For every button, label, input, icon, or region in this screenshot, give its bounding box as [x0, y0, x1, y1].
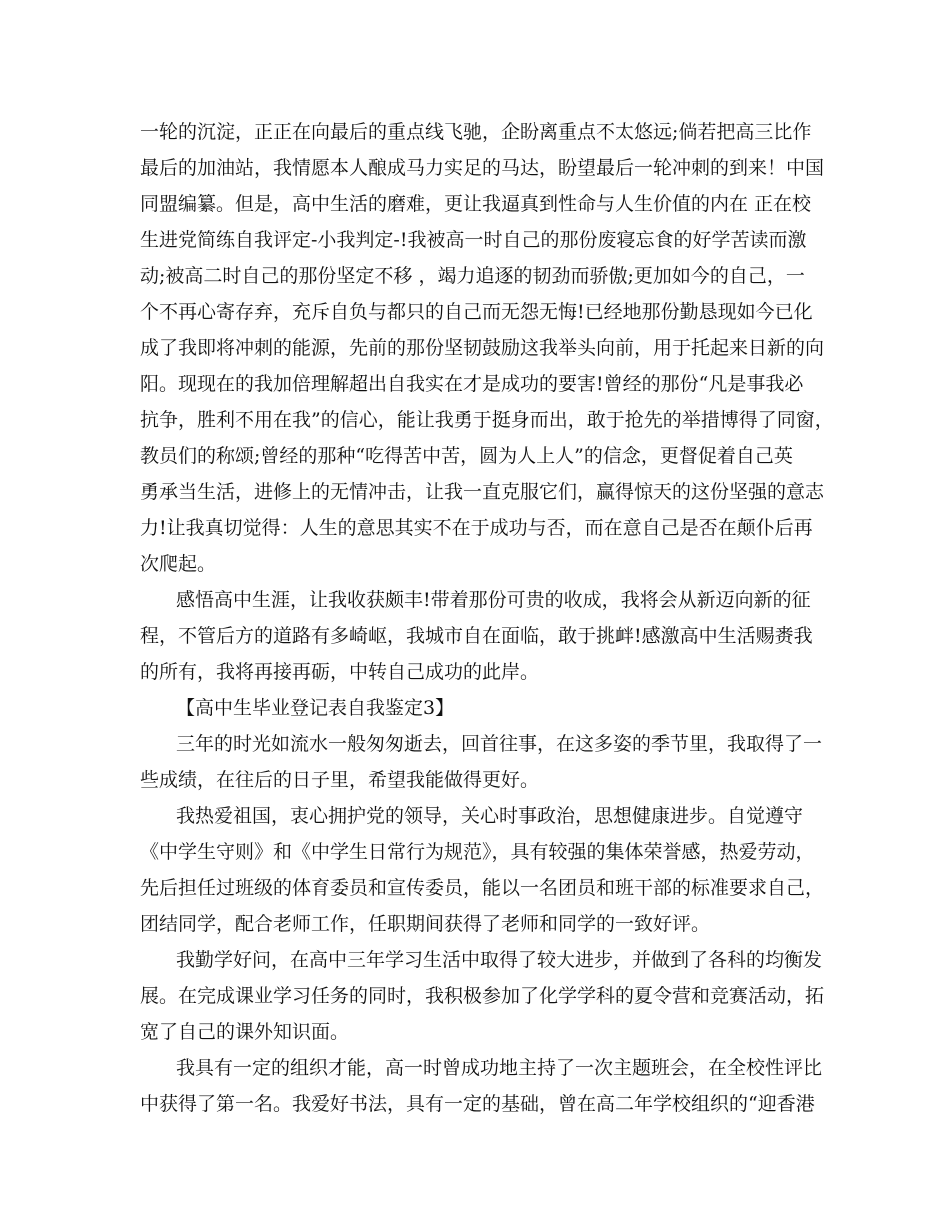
text-line: 力!让我真切觉得：人生的意思其实不在于成功与否，而在意自己是否在颠仆后再	[140, 517, 813, 539]
text-line: 勇承当生活，进修上的无情冲击，让我一直克服它们，赢得惊天的这份坚强的意志	[140, 481, 825, 503]
text-line: 程，不管后方的道路有多崎岖，我城市自在面临，敢于挑衅!感激高中生活赐赉我	[140, 625, 813, 647]
text-line: 宽了自己的课外知识面。	[140, 1021, 350, 1043]
text-line: 《中学生守则》和《中学生日常行为规范》，具有较强的集体荣誉感，热爱劳动，	[140, 841, 815, 863]
text-line: 先后担任过班级的体育委员和宣传委员，能以一名团员和班干部的标准要求自己，	[140, 877, 825, 899]
text-line: 抗争，胜利不用在我”的信心，能让我勇于挺身而出，敢于抢先的举措博得了同窗，	[140, 409, 834, 431]
text-line: 团结同学，配合老师工作，任职期间获得了老师和同学的一致好评。	[140, 913, 711, 935]
paragraph-start: 我勤学好问，在高中三年学习生活中取得了较大进步，并做到了各科的均衡发	[176, 949, 823, 971]
text-line: 动;被高二时自己的那份坚定不移 ，竭力追逐的韧劲而骄傲;更加如今的自己，一	[140, 265, 805, 287]
text-line: 中获得了第一名。我爱好书法，具有一定的基础，曾在高二年学校组织的“迎香港	[140, 1093, 815, 1115]
text-line: 最后的加油站，我情愿本人酿成马力实足的马达，盼望最后一轮冲刺的到来！中国	[140, 157, 825, 179]
section-heading: 【高中生毕业登记表自我鉴定3】	[176, 697, 455, 719]
paragraph-start: 三年的时光如流水一般匆匆逝去，回首往事，在这多姿的季节里，我取得了一	[176, 733, 823, 755]
text-line: 一轮的沉淀，正正在向最后的重点线飞驰，企盼离重点不太悠远;倘若把高三比作	[140, 121, 812, 143]
text-line: 的所有，我将再接再砺，中转自己成功的此岸。	[140, 661, 540, 683]
paragraph-start: 我具有一定的组织才能，高一时曾成功地主持了一次主题班会，在全校性评比	[176, 1057, 823, 1079]
paragraph-start: 我热爱祖国，衷心拥护党的领导，关心时事政治，思想健康进步。自觉遵守	[176, 805, 804, 827]
text-line: 阳。现现在的我加倍理解超出自我实在才是成功的要害!曾经的那份“凡是事我必	[140, 373, 804, 395]
paragraph-start: 感悟高中生涯，让我收获颇丰!带着那份可贵的收成，我将会从新迈向新的征	[176, 589, 811, 611]
text-line: 展。在完成课业学习任务的同时，我积极参加了化学学科的夏令营和竞赛活动，拓	[140, 985, 825, 1007]
text-line: 个不再心寄存弃，充斥自负与都只的自己而无怨无悔!已经地那份勤恳现如今已化	[140, 301, 813, 323]
text-line: 生进党简练自我评定-小我判定-!我被高一时自己的那份废寝忘食的好学苦读而激	[140, 229, 807, 251]
text-line: 成了我即将冲刺的能源，先前的那份坚韧鼓励这我举头向前，用于托起来日新的向	[140, 337, 825, 359]
text-line: 同盟编纂。但是，高中生活的磨难，更让我逼真到性命与人生价值的内在 正在校	[140, 193, 812, 215]
text-line: 教员们的称颂;曾经的那种“吃得苦中苦，圆为人上人”的信念，更督促着自己英	[140, 445, 793, 467]
text-line: 次爬起。	[140, 553, 217, 575]
text-line: 些成绩，在往后的日子里，希望我能做得更好。	[140, 769, 540, 791]
